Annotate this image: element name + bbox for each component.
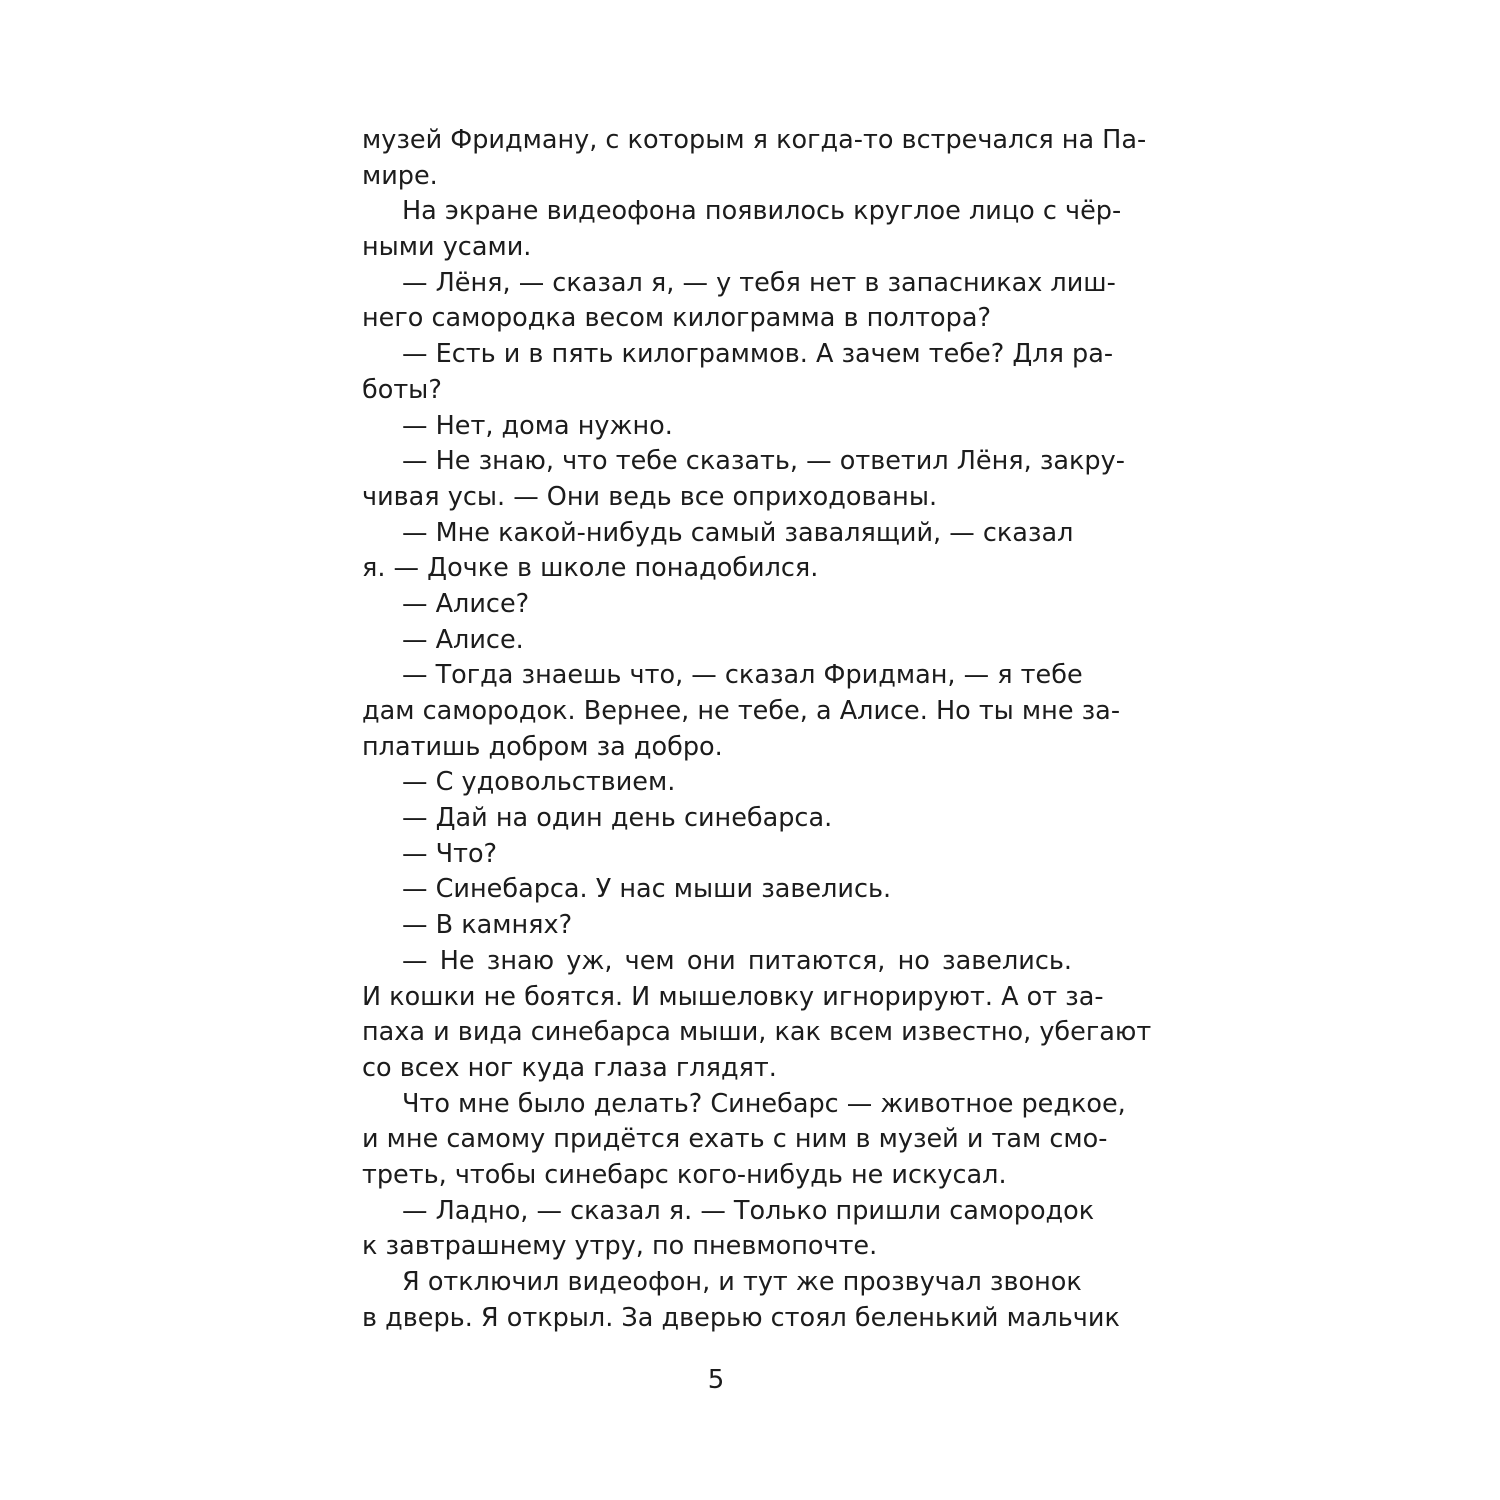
text-line: Что мне было делать? Синебарс — животное редкое,: [402, 1088, 1126, 1119]
text-line: и мне самому придётся ехать с ним в музей и там смо-: [362, 1124, 1108, 1155]
text-line: боты?: [362, 374, 442, 405]
text-line: — Не знаю, что тебе сказать, — ответил Лёня, закру-: [402, 446, 1125, 477]
text-line: в дверь. Я открыл. За дверью стоял беленький мальчик: [362, 1302, 1120, 1333]
text-line: него самородка весом килограмма в полтора?: [362, 303, 991, 334]
text-line: И кошки не боятся. И мышеловку игнорируют. А от за-: [362, 981, 1104, 1012]
page-number: 5: [707, 1365, 725, 1395]
text-line: — Алисе.: [402, 624, 524, 655]
text-line: — Лёня, — сказал я, — у тебя нет в запасниках лиш-: [402, 267, 1116, 298]
text-line: Я отключил видеофон, и тут же прозвучал звонок: [402, 1267, 1082, 1297]
text-line: платишь добром за добро.: [362, 731, 723, 762]
text-line: — Не знаю уж, чем они питаются, но завелись.: [402, 945, 1072, 976]
text-line: — С удовольствием.: [402, 767, 676, 798]
text-line: — Тогда знаешь что, — сказал Фридман, — я тебе: [402, 660, 1083, 691]
text-line: музей Фридману, с которым я когда-то встречался на Па-: [362, 125, 1147, 155]
text-line: — Ладно, — сказал я. — Только пришли самородок: [402, 1195, 1095, 1226]
text-line: — Что?: [402, 838, 498, 869]
body-text: [362, 123, 1152, 1336]
text-line: паха и вида синебарса мыши, как всем известно, убегают: [362, 1017, 1152, 1048]
text-line: я. — Дочке в школе понадобился.: [362, 553, 819, 584]
text-line: со всех ног куда глаза глядят.: [362, 1052, 777, 1083]
text-line: — Мне какой-нибудь самый завалящий, — сказал: [402, 517, 1074, 548]
text-line: к завтрашнему утру, по пневмопочте.: [362, 1231, 878, 1262]
text-line: — Нет, дома нужно.: [402, 410, 673, 441]
text-line: мире.: [362, 160, 438, 191]
text-line: — В камнях?: [402, 910, 573, 941]
text-line: — Дай на один день синебарса.: [402, 803, 833, 834]
text-line: На экране видеофона появилось круглое лицо с чёр-: [402, 196, 1122, 227]
text-line: чивая усы. — Они ведь все оприходованы.: [362, 481, 938, 512]
text-line: треть, чтобы синебарс кого-нибудь не искусал.: [362, 1159, 1007, 1190]
text-line: — Есть и в пять килограммов. А зачем тебе? Для ра-: [402, 339, 1114, 370]
text-line: дам самородок. Вернее, не тебе, а Алисе. Но ты мне за-: [362, 696, 1121, 726]
text-line: ными усами.: [362, 232, 532, 263]
text-line: — Алисе?: [402, 588, 530, 619]
text-line: — Синебарса. У нас мыши завелись.: [402, 874, 892, 905]
